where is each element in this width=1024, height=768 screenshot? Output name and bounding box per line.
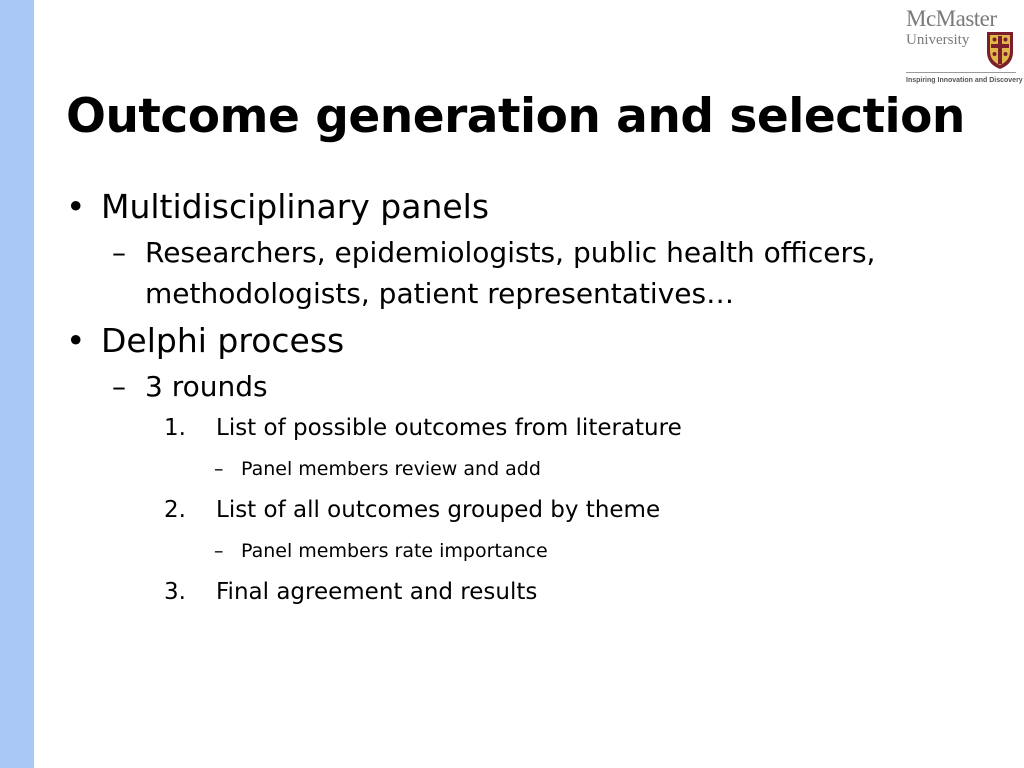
step-text: List of all outcomes grouped by theme bbox=[216, 497, 661, 523]
numbered-step bbox=[66, 407, 986, 449]
logo-university: University bbox=[906, 32, 970, 48]
step-text: List of possible outcomes from literature bbox=[216, 415, 682, 441]
logo-tagline: Inspiring Innovation and Discovery bbox=[906, 77, 1023, 84]
bullet-item bbox=[66, 182, 986, 232]
sub-bullet-text: Researchers, epidemiologists, public health officers, methodologists, patient representatives… bbox=[145, 236, 876, 310]
bullet-item bbox=[66, 316, 986, 366]
mcmaster-logo bbox=[900, 6, 1023, 88]
slide-title: Outcome generation and selection bbox=[66, 89, 965, 144]
numbered-step bbox=[66, 571, 986, 613]
numbered-step bbox=[66, 489, 986, 531]
dash-marker: – bbox=[112, 370, 126, 403]
step-number: 1. bbox=[164, 415, 186, 441]
dash-marker: – bbox=[214, 540, 224, 562]
crest-icon bbox=[985, 30, 1015, 70]
sub-bullet-item bbox=[66, 366, 986, 407]
logo-name: McMaster bbox=[906, 6, 997, 31]
dash-marker: – bbox=[214, 458, 224, 480]
dash-marker: – bbox=[112, 236, 126, 269]
step-sub-item bbox=[66, 531, 986, 571]
sub-bullet-item bbox=[66, 232, 986, 314]
logo-divider bbox=[906, 72, 1016, 73]
step-text: Final agreement and results bbox=[216, 579, 538, 605]
slide-content bbox=[66, 182, 986, 613]
step-number: 2. bbox=[164, 497, 186, 523]
step-sub-item bbox=[66, 449, 986, 489]
bullet-marker: • bbox=[66, 187, 86, 226]
step-number: 3. bbox=[164, 579, 186, 605]
bullet-text: Multidisciplinary panels bbox=[101, 187, 490, 226]
bullet-text: Delphi process bbox=[101, 321, 345, 360]
side-accent-bar bbox=[0, 0, 34, 768]
step-sub-text: Panel members rate importance bbox=[241, 540, 548, 562]
step-sub-text: Panel members review and add bbox=[241, 458, 541, 480]
sub-bullet-text: 3 rounds bbox=[145, 370, 268, 403]
bullet-marker: • bbox=[66, 321, 86, 360]
